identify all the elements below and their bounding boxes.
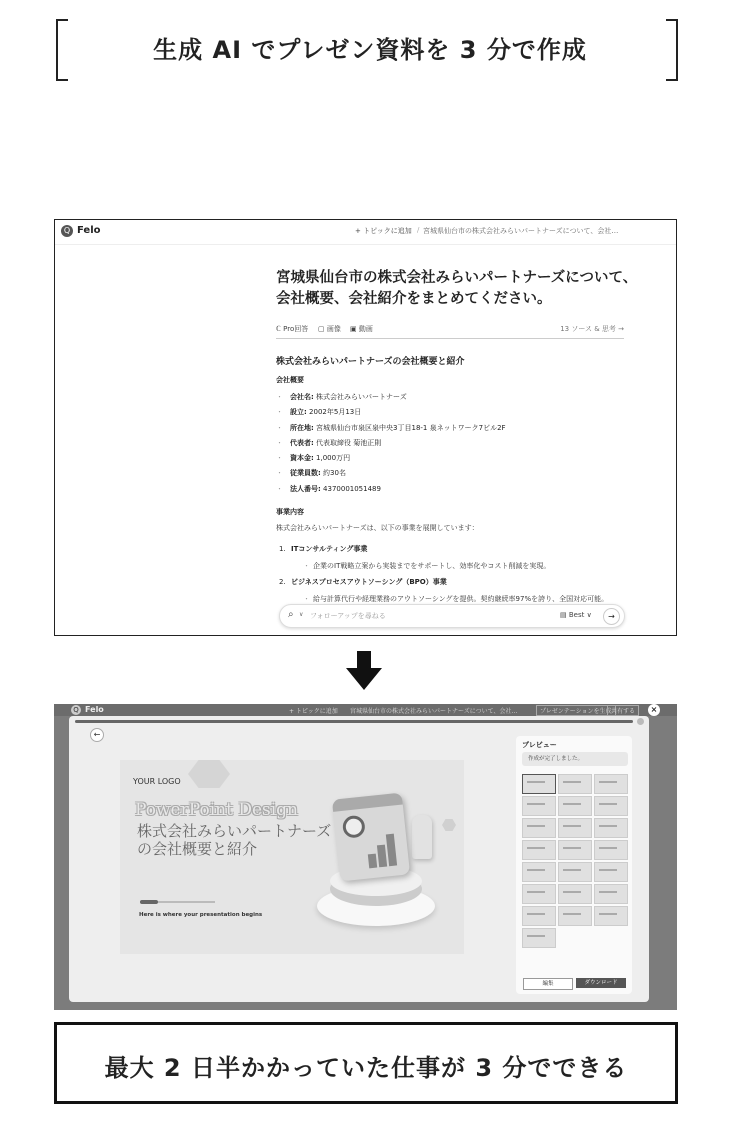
brand-name: Felo: [85, 705, 104, 714]
sources-link[interactable]: 13 ソース & 思考 →: [560, 325, 624, 333]
generate-presentation-button[interactable]: プレゼンテーションを生成: [536, 705, 616, 716]
add-topic-button[interactable]: + トピックに追加: [289, 708, 338, 715]
top-bar: [54, 704, 677, 716]
top-bar: [55, 220, 676, 245]
slide-thumbnail[interactable]: [594, 884, 628, 904]
slide-thumbnail[interactable]: [558, 774, 592, 794]
business-intro: 株式会社みらいパートナーズは、以下の事業を展開しています：: [276, 524, 479, 532]
preview-panel: [516, 736, 632, 994]
slide-thumbnail[interactable]: [558, 818, 592, 838]
chevron-down-icon[interactable]: ∨: [299, 611, 304, 618]
slide-thumbnail[interactable]: [522, 796, 556, 816]
list-item: ・ 資本金: 1,000万円: [276, 454, 351, 463]
question-line-2: 会社概要、会社紹介をまとめてください。: [276, 291, 552, 307]
slide-thumbnail[interactable]: [522, 884, 556, 904]
list-item-desc: ・ 給与計算代行や経理業務のアウトソーシングを提供。契約継続率97%を誇り、全国対応可能。: [303, 594, 609, 603]
breadcrumb[interactable]: 宮城県仙台市の株式会社みらいパートナーズについて、会社…: [350, 708, 518, 715]
pro-icon: ℂ: [276, 325, 284, 333]
business-heading: 事業内容: [276, 508, 304, 516]
slide-thumbnail[interactable]: [558, 906, 592, 926]
list-item: 1. ITコンサルティング事業: [279, 545, 368, 553]
followup-input[interactable]: フォローアップを尋ねる: [310, 612, 386, 620]
preview-modal: [69, 716, 649, 1002]
slide-thumbnail[interactable]: [522, 774, 556, 794]
breadcrumb[interactable]: 宮城県仙台市の株式会社みらいパートナーズについて、会社…: [423, 227, 619, 235]
presentation-screenshot: [54, 704, 677, 1010]
slide-bar-fill: [140, 900, 158, 904]
video-icon: ▣: [350, 325, 359, 333]
slide-thumbnail[interactable]: [522, 906, 556, 926]
slide-thumbnail[interactable]: [522, 928, 556, 948]
followup-box[interactable]: [279, 604, 625, 628]
slide-thumbnail[interactable]: [558, 840, 592, 860]
preview-title: プレビュー: [522, 741, 557, 749]
overview-list: [276, 390, 636, 497]
slide-thumbnail[interactable]: [558, 862, 592, 882]
back-button[interactable]: ←: [90, 728, 104, 742]
slide-thumbnail[interactable]: [594, 774, 628, 794]
slide-preview: [120, 760, 464, 954]
felo-answer-screenshot: [54, 219, 677, 636]
slide-thumbnail[interactable]: [594, 862, 628, 882]
slide-thumbnail[interactable]: [594, 840, 628, 860]
hexagon-decoration: [442, 819, 456, 831]
model-icon: ▤: [560, 611, 569, 619]
tab-videos[interactable]: ▣ 動画: [350, 325, 373, 333]
down-arrow-icon: [357, 651, 371, 669]
list-item: ・ 所在地: 宮城県仙台市泉区泉中央3丁目18-1 泉ネットワーク7ビル2F: [276, 423, 506, 432]
tab-images[interactable]: ▢ 画像: [318, 325, 341, 333]
progress-dot: [637, 718, 644, 725]
answer-tabs: [276, 322, 624, 339]
slide-thumbnail[interactable]: [594, 818, 628, 838]
close-icon[interactable]: ×: [648, 704, 660, 716]
send-button[interactable]: →: [603, 608, 620, 625]
brand-name: Felo: [77, 225, 101, 236]
chess-knight-icon: [412, 815, 432, 859]
progress-bar: [75, 720, 633, 723]
download-button[interactable]: ダウンロード: [576, 978, 626, 988]
slide-thumbnail[interactable]: [558, 884, 592, 904]
answer-title: 株式会社みらいパートナーズの会社概要と紹介: [276, 357, 465, 367]
model-select[interactable]: ▤ Best ∨: [560, 611, 592, 619]
hexagon-decoration: [188, 760, 230, 788]
felo-logo-icon: Q: [61, 225, 73, 237]
felo-logo-icon: Q: [71, 705, 81, 715]
search-icon: [342, 815, 366, 839]
tab-pro-answer[interactable]: ℂ Pro回答: [276, 325, 309, 333]
slide-thumbnail[interactable]: [594, 906, 628, 926]
question-line-1: 宮城県仙台市の株式会社みらいパートナーズについて、: [276, 270, 638, 286]
slide-thumbnail[interactable]: [594, 796, 628, 816]
edit-button[interactable]: 編集: [523, 978, 573, 990]
image-icon: ▢: [318, 325, 327, 333]
slide-thumbnail[interactable]: [522, 862, 556, 882]
search-icon: ⌕: [288, 609, 294, 620]
down-arrow-head: [346, 668, 382, 690]
status-message: 作成が完了しました。: [522, 752, 628, 766]
slide-thumbnail[interactable]: [558, 796, 592, 816]
browser-chart-icon: [332, 793, 410, 882]
overview-heading: 会社概要: [276, 376, 304, 384]
question-title: [276, 268, 656, 310]
caption-box: [54, 1022, 678, 1104]
list-item: ・ 従業員数: 約30名: [276, 469, 346, 478]
list-item-desc: ・ 企業のIT戦略立案から実装までをサポートし、効率化やコスト削減を実現。: [303, 561, 551, 570]
list-item: ・ 法人番号: 4370001051489: [276, 484, 381, 493]
share-button[interactable]: 共有する: [607, 705, 639, 716]
caption-text: 最大 2 日半かかっていた仕事が 3 分でできる: [104, 1054, 628, 1082]
list-item: ・ 代表者: 代表取締役 菊池正則: [276, 438, 382, 447]
add-topic-button[interactable]: + トピックに追加: [355, 227, 412, 235]
business-list: [279, 541, 639, 607]
left-bracket: [56, 19, 68, 81]
list-item: ・ 設立: 2002年5月13日: [276, 408, 362, 417]
slide-subtitle: Here is where your presentation begins: [139, 912, 263, 918]
slide-thumbnail[interactable]: [522, 840, 556, 860]
slide-thumbnail[interactable]: [522, 818, 556, 838]
list-item: 2. ビジネスプロセスアウトソーシング（BPO）事業: [279, 578, 447, 586]
slide-design-text: PowerPoint Design: [135, 800, 299, 820]
slide-title: 株式会社みらいパートナーズの会社概要と紹介: [137, 822, 332, 858]
headline: 生成 AI でプレゼン資料を 3 分で作成: [153, 36, 587, 64]
breadcrumb-separator: /: [417, 226, 420, 234]
slide-logo: YOUR LOGO: [133, 777, 181, 786]
list-item: ・ 会社名: 株式会社みらいパートナーズ: [276, 393, 407, 401]
